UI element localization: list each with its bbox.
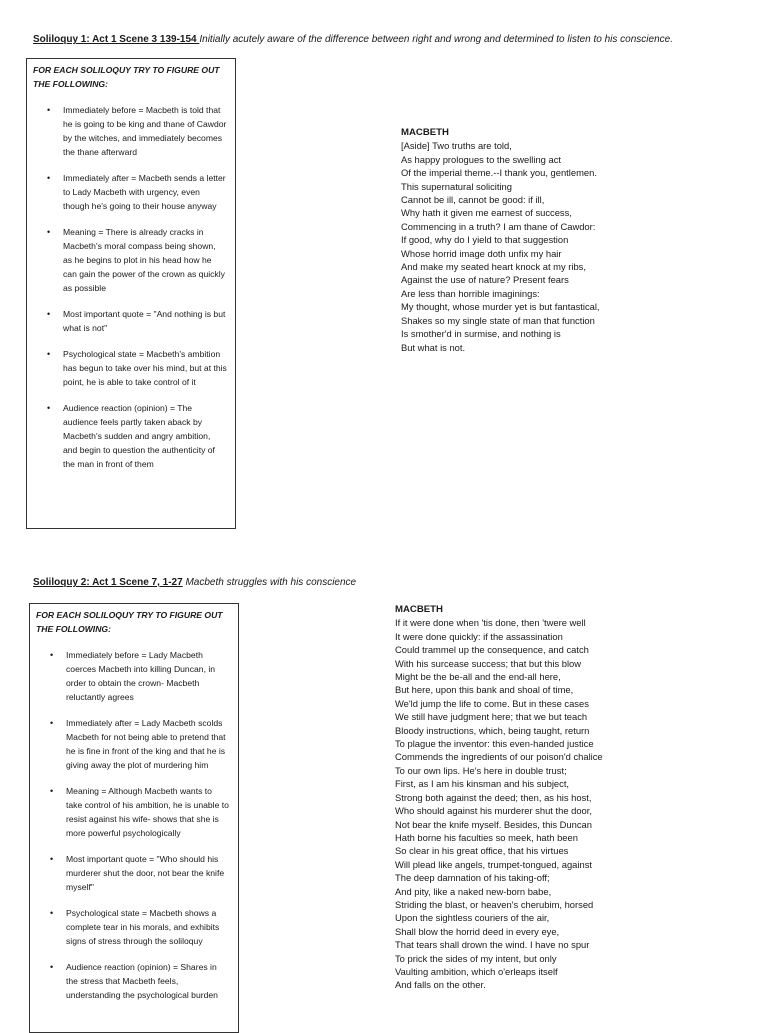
speech-line: Upon the sightless couriers of the air,: [395, 912, 550, 924]
soliloquy-2-point-psych-state: • Psychological state = Macbeth shows a complete tear in his morals, and exhibits signs of stress through the soliloquy: [36, 906, 230, 948]
soliloquy-2-reference: Soliloquy 2: Act 1 Scene 7, 1-27: [33, 577, 183, 588]
speech-line: First, as I am his kinsman and his subject,: [395, 778, 570, 790]
speech-line: Of the imperial theme.--I thank you, gentlemen.: [401, 167, 597, 179]
soliloquy-1-point-quote: • Most important quote = "And nothing is but what is not": [33, 307, 227, 335]
speech-line: Commencing in a truth? I am thane of Cawdor:: [401, 220, 596, 232]
speech-line: Strong both against the deed; then, as his host,: [395, 791, 592, 803]
soliloquy-2-point-quote: • Most important quote = "Who should his murderer shut the door, not bear the knife myself": [36, 852, 230, 894]
speech-line: If it were done when 'tis done, then 'twere well: [395, 617, 586, 629]
speech-line: Might be the be-all and the end-all here,: [395, 671, 561, 683]
speech-line: Is smother'd in surmise, and nothing is: [401, 328, 561, 340]
speech-line: [Aside] Two truths are told,: [401, 140, 512, 152]
soliloquy-1-description: Initially acutely aware of the difference between right and wrong and determined to listen to his conscience.: [199, 34, 673, 45]
soliloquy-2-analysis-box: [29, 603, 239, 1033]
speech-line: Commends the ingredients of our poison'd chalice: [395, 751, 603, 763]
soliloquy-2-speaker: MACBETH: [395, 604, 443, 615]
soliloquy-1-heading: [33, 33, 673, 47]
speech-line: Vaulting ambition, which o'erleaps itself: [395, 965, 558, 977]
soliloquy-1-points: [33, 103, 229, 471]
soliloquy-2-point-after: • Immediately after = Lady Macbeth scolds Macbeth for not being able to pretend that he is fine in front of the king and that he is giving away the plot of murdering him: [36, 716, 230, 772]
soliloquy-1-analysis-box: [26, 58, 236, 529]
speech-line: That tears shall drown the wind. I have no spur: [395, 939, 590, 951]
soliloquy-1-point-meaning: • Meaning = There is already cracks in Macbeth's moral compass being shown, as he begins to plot in his head how he can gain the power of the crown as quickly as possible: [33, 225, 227, 295]
speech-line: My thought, whose murder yet is but fantastical,: [401, 301, 600, 313]
soliloquy-2-point-audience: • Audience reaction (opinion) = Shares in the stress that Macbeth feels, understanding the psychological burden: [36, 960, 230, 1002]
speech-line: This supernatural soliciting: [401, 180, 512, 192]
speech-line: To our own lips. He's here in double trust;: [395, 764, 567, 776]
speech-line: Striding the blast, or heaven's cherubim, horsed: [395, 898, 594, 910]
soliloquy-1-box-title: FOR EACH SOLILOQUY TRY TO FIGURE OUT THE FOLLOWING:: [33, 65, 220, 89]
soliloquy-2-heading: [33, 576, 356, 590]
speech-line: Could trammel up the consequence, and catch: [395, 644, 589, 656]
speech-line: To prick the sides of my intent, but only: [395, 952, 557, 964]
soliloquy-1-speaker: MACBETH: [401, 127, 449, 138]
speech-line: Cannot be ill, cannot be good: if ill,: [401, 194, 545, 206]
speech-line: Whose horrid image doth unfix my hair: [401, 247, 562, 259]
speech-line: Not bear the knife myself. Besides, this Duncan: [395, 818, 592, 830]
speech-line: Bloody instructions, which, being taught, return: [395, 724, 590, 736]
speech-line: The deep damnation of his taking-off;: [395, 872, 550, 884]
soliloquy-2-description: Macbeth struggles with his conscience: [182, 577, 357, 588]
speech-line: So clear in his great office, that his virtues: [395, 845, 569, 857]
speech-line: We'ld jump the life to come. But in these cases: [395, 697, 589, 709]
soliloquy-2-box-title: FOR EACH SOLILOQUY TRY TO FIGURE OUT THE FOLLOWING:: [36, 610, 223, 634]
speech-line: But here, upon this bank and shoal of time,: [395, 684, 574, 696]
soliloquy-2-speech: [395, 603, 603, 992]
speech-line: But what is not.: [401, 341, 466, 353]
soliloquy-1-point-audience: • Audience reaction (opinion) = The audience feels partly taken aback by Macbeth's sudden and angry ambition, and begin to question the authenticity of the man in front of them: [33, 401, 227, 471]
speech-line: And falls on the other.: [395, 979, 486, 991]
speech-line: Hath borne his faculties so meek, hath been: [395, 831, 578, 843]
soliloquy-1-speech: [401, 126, 600, 354]
speech-line: If good, why do I yield to that suggestion: [401, 234, 569, 246]
speech-line: Shakes so my single state of man that function: [401, 314, 595, 326]
speech-line: Why hath it given me earnest of success,: [401, 207, 572, 219]
soliloquy-1-point-psych-state: • Psychological state = Macbeth's ambition has begun to take over his mind, but at this point, he is able to take control of it: [33, 347, 227, 389]
speech-line: We still have judgment here; that we but teach: [395, 711, 588, 723]
speech-line: Will plead like angels, trumpet-tongued, against: [395, 858, 592, 870]
speech-line: And pity, like a naked new-born babe,: [395, 885, 552, 897]
soliloquy-2-points: [36, 648, 232, 1002]
speech-line: With his surcease success; that but this blow: [395, 657, 582, 669]
speech-line: It were done quickly: if the assassination: [395, 630, 563, 642]
speech-line: To plague the inventor: this even-handed justice: [395, 738, 594, 750]
speech-line: Who should against his murderer shut the door,: [395, 805, 592, 817]
soliloquy-2-point-before: • Immediately before = Lady Macbeth coerces Macbeth into killing Duncan, in order to obtain the crown- Macbeth reluctantly agrees: [36, 648, 230, 704]
speech-line: Are less than horrible imaginings:: [401, 287, 540, 299]
speech-line: As happy prologues to the swelling act: [401, 153, 561, 165]
soliloquy-1-point-before: • Immediately before = Macbeth is told that he is going to be king and thane of Cawdor by the witches, and immediately becomes the thane afterward: [33, 103, 227, 159]
soliloquy-1-reference: Soliloquy 1: Act 1 Scene 3 139-154: [33, 34, 200, 45]
speech-line: Against the use of nature? Present fears: [401, 274, 569, 286]
soliloquy-1-point-after: • Immediately after = Macbeth sends a letter to Lady Macbeth with urgency, even though he's going to their house anyway: [33, 171, 227, 213]
soliloquy-2-point-meaning: • Meaning = Although Macbeth wants to take control of his ambition, he is unable to resist against his wife- shows that she is more powerful psychologically: [36, 784, 230, 840]
speech-line: And make my seated heart knock at my ribs,: [401, 261, 586, 273]
speech-line: Shall blow the horrid deed in every eye,: [395, 925, 560, 937]
